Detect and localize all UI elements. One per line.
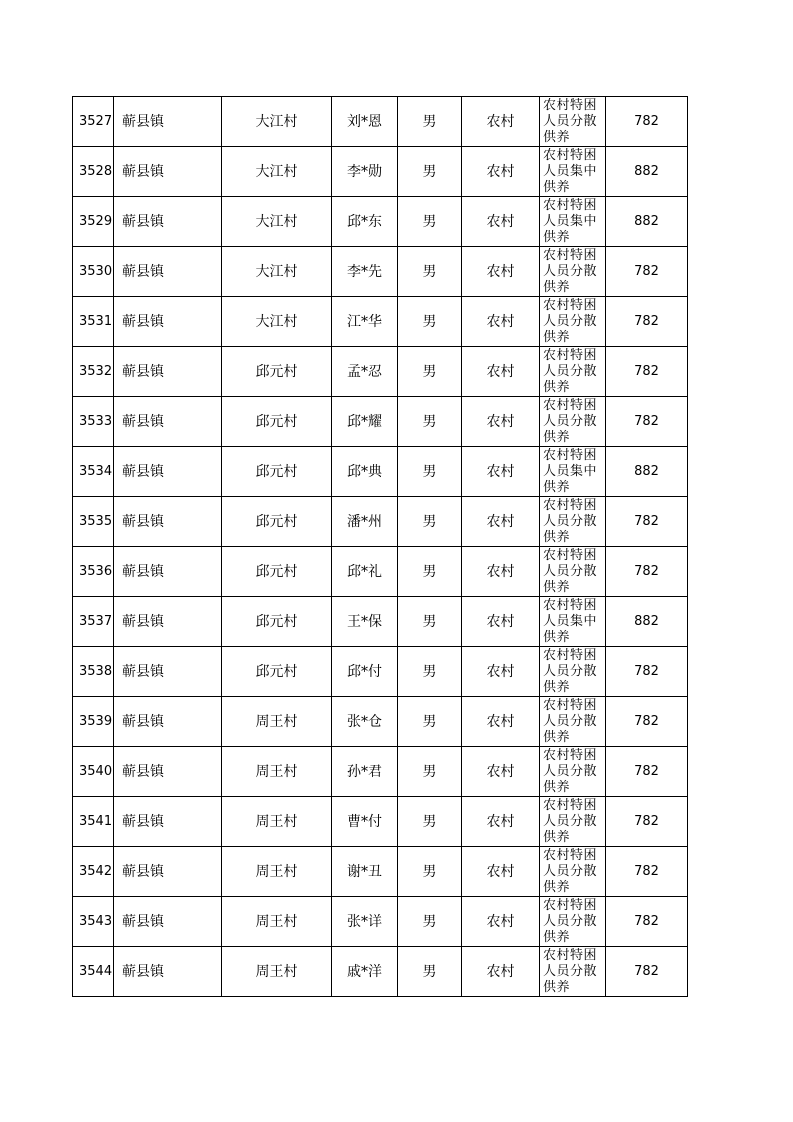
cell-id: 3537 (73, 597, 114, 647)
cell-gender: 男 (398, 947, 462, 997)
table-row (73, 297, 688, 347)
cell-name: 谢*丑 (332, 847, 398, 897)
cell-town: 蕲县镇 (114, 147, 222, 197)
cell-type (540, 497, 606, 547)
cell-type (540, 547, 606, 597)
cell-id: 3534 (73, 447, 114, 497)
cell-type-text: 农村特困人员集中供养 (543, 448, 598, 495)
cell-id: 3535 (73, 497, 114, 547)
table-row (73, 197, 688, 247)
cell-type-text: 农村特困人员分散供养 (543, 798, 598, 845)
cell-type-text: 农村特困人员集中供养 (543, 198, 598, 245)
cell-type-text: 农村特困人员分散供养 (543, 348, 598, 395)
cell-amount: 782 (606, 947, 688, 997)
cell-id: 3538 (73, 647, 114, 697)
cell-gender: 男 (398, 647, 462, 697)
cell-id: 3541 (73, 797, 114, 847)
cell-town: 蕲县镇 (114, 297, 222, 347)
cell-amount: 882 (606, 197, 688, 247)
cell-type-text: 农村特困人员分散供养 (543, 548, 598, 595)
cell-amount: 782 (606, 297, 688, 347)
cell-gender: 男 (398, 547, 462, 597)
cell-id: 3544 (73, 947, 114, 997)
cell-town: 蕲县镇 (114, 697, 222, 747)
cell-town: 蕲县镇 (114, 97, 222, 147)
cell-type (540, 697, 606, 747)
cell-type (540, 897, 606, 947)
cell-gender: 男 (398, 847, 462, 897)
cell-village: 周王村 (222, 797, 332, 847)
cell-id: 3540 (73, 747, 114, 797)
cell-type (540, 447, 606, 497)
table-body (73, 97, 688, 997)
cell-amount: 782 (606, 797, 688, 847)
cell-gender: 男 (398, 347, 462, 397)
cell-area: 农村 (462, 947, 540, 997)
cell-amount: 882 (606, 597, 688, 647)
cell-amount: 882 (606, 147, 688, 197)
table-row (73, 697, 688, 747)
cell-area: 农村 (462, 797, 540, 847)
cell-id: 3542 (73, 847, 114, 897)
cell-area: 农村 (462, 397, 540, 447)
cell-type-text: 农村特困人员集中供养 (543, 598, 598, 645)
cell-type (540, 397, 606, 447)
cell-name: 王*保 (332, 597, 398, 647)
table-row (73, 747, 688, 797)
cell-village: 邱元村 (222, 347, 332, 397)
cell-type-text: 农村特困人员分散供养 (543, 948, 598, 995)
table-row (73, 247, 688, 297)
cell-id: 3532 (73, 347, 114, 397)
cell-type-text: 农村特困人员分散供养 (543, 98, 598, 145)
cell-name: 潘*州 (332, 497, 398, 547)
cell-amount: 782 (606, 747, 688, 797)
cell-village: 大江村 (222, 247, 332, 297)
cell-gender: 男 (398, 497, 462, 547)
cell-village: 周王村 (222, 947, 332, 997)
cell-town: 蕲县镇 (114, 197, 222, 247)
cell-area: 农村 (462, 197, 540, 247)
cell-type (540, 197, 606, 247)
cell-name: 邱*礼 (332, 547, 398, 597)
cell-gender: 男 (398, 597, 462, 647)
cell-village: 周王村 (222, 847, 332, 897)
cell-gender: 男 (398, 797, 462, 847)
cell-amount: 782 (606, 897, 688, 947)
cell-gender: 男 (398, 397, 462, 447)
cell-gender: 男 (398, 197, 462, 247)
cell-town: 蕲县镇 (114, 497, 222, 547)
cell-gender: 男 (398, 97, 462, 147)
cell-type-text: 农村特困人员集中供养 (543, 148, 598, 195)
cell-area: 农村 (462, 347, 540, 397)
cell-gender: 男 (398, 897, 462, 947)
cell-town: 蕲县镇 (114, 347, 222, 397)
cell-type (540, 347, 606, 397)
cell-type-text: 农村特困人员分散供养 (543, 748, 598, 795)
cell-id: 3529 (73, 197, 114, 247)
cell-type (540, 297, 606, 347)
cell-name: 孙*君 (332, 747, 398, 797)
cell-town: 蕲县镇 (114, 747, 222, 797)
table-row (73, 497, 688, 547)
cell-gender: 男 (398, 297, 462, 347)
table-row (73, 597, 688, 647)
cell-amount: 782 (606, 247, 688, 297)
cell-amount: 882 (606, 447, 688, 497)
cell-type (540, 647, 606, 697)
cell-village: 邱元村 (222, 547, 332, 597)
cell-area: 农村 (462, 97, 540, 147)
cell-town: 蕲县镇 (114, 647, 222, 697)
cell-name: 邱*典 (332, 447, 398, 497)
cell-id: 3536 (73, 547, 114, 597)
cell-village: 大江村 (222, 297, 332, 347)
cell-village: 周王村 (222, 897, 332, 947)
cell-gender: 男 (398, 147, 462, 197)
cell-area: 农村 (462, 497, 540, 547)
cell-town: 蕲县镇 (114, 797, 222, 847)
table-row (73, 797, 688, 847)
cell-area: 农村 (462, 297, 540, 347)
cell-area: 农村 (462, 747, 540, 797)
cell-area: 农村 (462, 247, 540, 297)
cell-town: 蕲县镇 (114, 247, 222, 297)
cell-name: 李*勋 (332, 147, 398, 197)
cell-village: 大江村 (222, 97, 332, 147)
table-row (73, 447, 688, 497)
cell-town: 蕲县镇 (114, 447, 222, 497)
table-row (73, 647, 688, 697)
cell-id: 3528 (73, 147, 114, 197)
cell-type (540, 597, 606, 647)
cell-type-text: 农村特困人员分散供养 (543, 698, 598, 745)
cell-amount: 782 (606, 347, 688, 397)
cell-amount: 782 (606, 697, 688, 747)
cell-type-text: 农村特困人员分散供养 (543, 498, 598, 545)
cell-gender: 男 (398, 247, 462, 297)
cell-id: 3533 (73, 397, 114, 447)
cell-area: 农村 (462, 847, 540, 897)
cell-gender: 男 (398, 447, 462, 497)
cell-village: 大江村 (222, 147, 332, 197)
cell-type (540, 97, 606, 147)
cell-name: 李*先 (332, 247, 398, 297)
cell-type (540, 147, 606, 197)
cell-amount: 782 (606, 497, 688, 547)
cell-amount: 782 (606, 647, 688, 697)
cell-area: 农村 (462, 547, 540, 597)
cell-amount: 782 (606, 97, 688, 147)
cell-type-text: 农村特困人员分散供养 (543, 298, 598, 345)
cell-gender: 男 (398, 697, 462, 747)
cell-id: 3527 (73, 97, 114, 147)
table-row (73, 547, 688, 597)
cell-village: 邱元村 (222, 497, 332, 547)
cell-area: 农村 (462, 147, 540, 197)
cell-type-text: 农村特困人员分散供养 (543, 848, 598, 895)
cell-type-text: 农村特困人员分散供养 (543, 898, 598, 945)
cell-amount: 782 (606, 397, 688, 447)
cell-village: 邱元村 (222, 647, 332, 697)
cell-type (540, 797, 606, 847)
cell-id: 3531 (73, 297, 114, 347)
cell-name: 刘*恩 (332, 97, 398, 147)
cell-village: 邱元村 (222, 397, 332, 447)
table-row (73, 97, 688, 147)
cell-area: 农村 (462, 697, 540, 747)
cell-id: 3543 (73, 897, 114, 947)
cell-type-text: 农村特困人员分散供养 (543, 398, 598, 445)
cell-town: 蕲县镇 (114, 547, 222, 597)
cell-town: 蕲县镇 (114, 397, 222, 447)
cell-area: 农村 (462, 897, 540, 947)
cell-id: 3539 (73, 697, 114, 747)
cell-type (540, 947, 606, 997)
cell-town: 蕲县镇 (114, 897, 222, 947)
cell-type-text: 农村特困人员分散供养 (543, 248, 598, 295)
cell-type-text: 农村特困人员分散供养 (543, 648, 598, 695)
cell-village: 周王村 (222, 697, 332, 747)
cell-name: 邱*耀 (332, 397, 398, 447)
cell-name: 孟*忍 (332, 347, 398, 397)
cell-area: 农村 (462, 447, 540, 497)
cell-type (540, 747, 606, 797)
cell-name: 张*仓 (332, 697, 398, 747)
cell-amount: 782 (606, 847, 688, 897)
cell-town: 蕲县镇 (114, 847, 222, 897)
cell-type (540, 247, 606, 297)
cell-town: 蕲县镇 (114, 947, 222, 997)
table-row (73, 347, 688, 397)
cell-id: 3530 (73, 247, 114, 297)
cell-village: 大江村 (222, 197, 332, 247)
cell-name: 曹*付 (332, 797, 398, 847)
cell-type (540, 847, 606, 897)
beneficiary-table (72, 96, 688, 997)
cell-name: 戚*洋 (332, 947, 398, 997)
cell-name: 江*华 (332, 297, 398, 347)
cell-village: 邱元村 (222, 447, 332, 497)
table-row (73, 847, 688, 897)
cell-village: 周王村 (222, 747, 332, 797)
table-row (73, 947, 688, 997)
table-row (73, 397, 688, 447)
cell-area: 农村 (462, 597, 540, 647)
cell-town: 蕲县镇 (114, 597, 222, 647)
cell-area: 农村 (462, 647, 540, 697)
cell-village: 邱元村 (222, 597, 332, 647)
cell-name: 邱*东 (332, 197, 398, 247)
cell-name: 邱*付 (332, 647, 398, 697)
table-row (73, 147, 688, 197)
cell-amount: 782 (606, 547, 688, 597)
cell-gender: 男 (398, 747, 462, 797)
table-row (73, 897, 688, 947)
cell-name: 张*详 (332, 897, 398, 947)
